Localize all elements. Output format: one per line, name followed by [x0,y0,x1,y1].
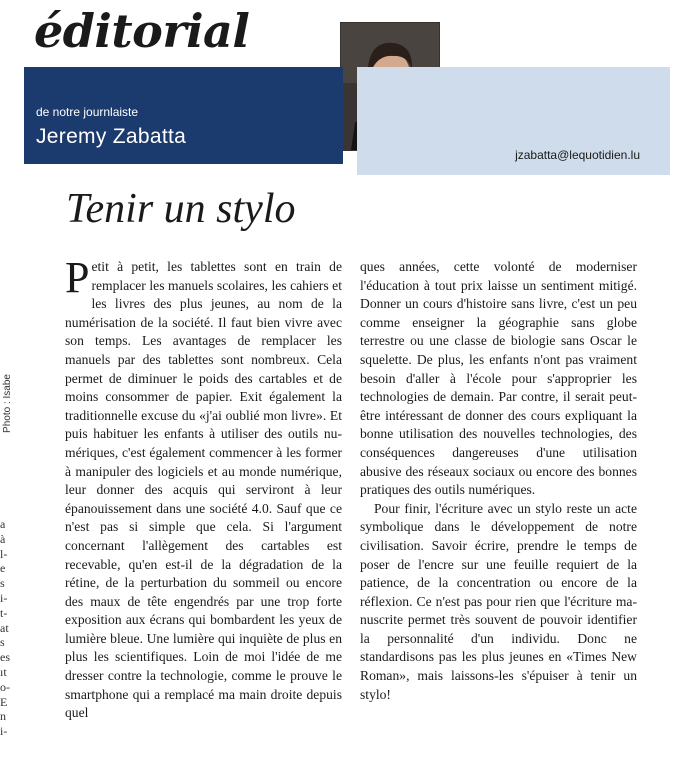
article-column-2 [360,258,637,704]
edge-fragment: s [0,576,5,591]
article-paragraph: ques années, cette volonté de moderniser l'éducation à tout prix laisse un sentiment mitigé. Donner un cours d'histoire sans livre, c'est un peu comme enseigner la géographie sans globe terrestre ou une classe de biologie sans Oscar le squelette. De plus, les enfants n'ont pas vraiment besoin d'aller à l'école pour s'approprier les technologies de demain. Par contre, il serait peut-être intéressant de donner des cours expliquant la bonne utilisation des nouvelles technologies, des conséquences dangereuses d'une utilisation abusive des réseaux sociaux ou encore des bonnes pratiques des outils numériques. [360,259,637,498]
article-title: Tenir un stylo [66,186,296,232]
email-box [357,67,670,175]
edge-fragment: i- [0,724,8,739]
edge-fragment: a [0,517,6,531]
author-email[interactable]: jzabatta@lequotidien.lu [515,148,640,162]
edge-fragment: t- [0,605,8,620]
edge-fragment: E [0,694,8,709]
article-paragraph: Pour finir, l'écriture avec un stylo reste un acte symbolique dans le développement de notre civilisation. Savoir écrire, prendre le temps de poser de l'encre sur une feuille requiert de la patience, de la concentration ou encore de la réflexion. Ce n'est pas pour rien que l'écriture manuscrite permet très souvent de pouvoir identifier la personnalité d'un individu. Donc ne standardisons pas les plus jeunes en «Times New Roman», mais laissons-les s'épuiser à tenir un stylo! [360,500,637,702]
section-label: éditorial [34,4,250,58]
photo-credit [0,374,13,436]
byline-prefix: de notre journlaiste [36,105,139,119]
edge-fragment: es [0,650,10,665]
article-column-1 [65,253,342,723]
photo-credit-text: Photo : Isabe [1,374,13,433]
adjacent-column-fragments [0,517,10,739]
edge-fragment: i- [0,590,8,605]
edge-fragment: s [0,635,5,650]
edge-fragment: n [0,709,6,724]
column-1-text: etit à petit, les tablettes sont en train de remplacer les manuels scolaires, les cahiers et les livres des plus jeunes, au nom de la numérisation de la société. Il faut bien vivre avec son temps. Les avantages de remplacer les manuels par des tablettes sont nombreux. Cela permet de diminuer le poids des cartables et de moins consommer de papier. Exit également la traditionnelle excuse du «j'ai oublié mon livre». Et puis habituer les enfants à utiliser des outils numériques, c'est également commencer à les former à manipuler des logiciels et au monde numérique, leur donner des acquis qui serviront à leur épanouissement dans une société 4.0. Sauf que ce n'est pas si simple que cela. Si l'argument concernant l'allègement des cartables est recevable, qu'en est-il de la dégradation de la rétine, de la perturbation du sommeil ou encore des maux de tête engendrés par une trop forte exposition aux écrans qui bombardent les yeux de lumière bleue. Une lumière qui inquiète de plus en plus les scientifiques. Loin de moi l'idée de me dresser contre la technologie, comme le prouve le smartphone qui a remplacé ma main droite depuis quel [65,259,342,721]
edge-fragment: à [0,531,6,546]
edge-fragment: o- [0,679,10,694]
author-name: Jeremy Zabatta [36,125,187,148]
author-banner [24,67,343,164]
edge-fragment: e [0,561,6,576]
edge-fragment: at [0,620,9,635]
article-paragraph [65,253,342,723]
edge-fragment: l- [0,546,8,561]
drop-cap: P [65,253,90,302]
edge-fragment: ıt [0,664,7,679]
